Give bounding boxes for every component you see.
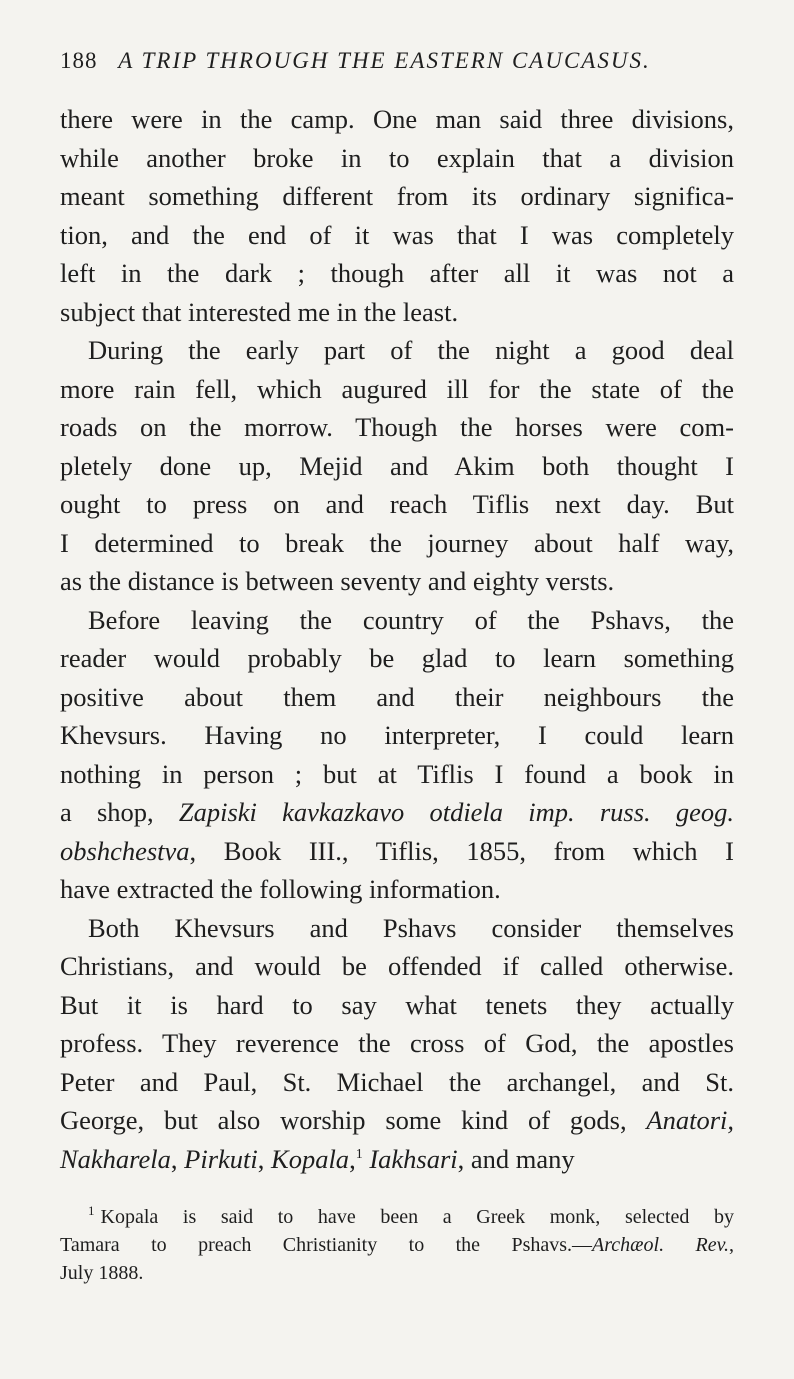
text-line: Nakharela, Pirkuti, Kopala,$^1$ Iakhsari, and many: [60, 1143, 575, 1174]
god-name-italic: Nakharela: [60, 1143, 171, 1174]
text-line: while another broke in to explain that a division: [60, 142, 734, 173]
text-run: ,: [729, 1234, 734, 1256]
text-line: meant something different from its ordinary significa-: [60, 181, 734, 211]
god-name-italic: Kopala: [271, 1143, 350, 1174]
footnote-line: [60, 1231, 734, 1259]
book-title-italic: obshchestva: [60, 835, 190, 866]
text-line: nothing in person ; but at Tiflis I found a book in: [60, 758, 734, 789]
text-line: reader would probably be glad to learn something: [60, 643, 734, 673]
text-run: a shop,: [60, 797, 179, 827]
text-line: But it is hard to say what tenets they actually: [60, 989, 734, 1020]
footnote-mark: 1: [88, 1203, 95, 1219]
text-line: positive about them and their neighbours the: [60, 681, 734, 712]
text-line: ought to press on and reach Tiflis next day. But: [60, 489, 734, 519]
footnote-line: July 1888.: [60, 1262, 144, 1284]
text-line: as the distance is between seventy and eighty versts.: [60, 566, 615, 596]
text-line: there were in the camp. One man said three divisions,: [60, 104, 734, 134]
paragraph-3: [60, 601, 734, 909]
text-run: Kopala is said to have been a Greek monk, selected by: [100, 1206, 734, 1228]
text-run: , Book III., Tiflis, 1855, from which I: [189, 835, 734, 866]
text-run: Tamara to preach Christianity to the Pshavs.—: [60, 1234, 593, 1256]
text-line: Christians, and would be offended if called otherwise.: [60, 951, 734, 981]
paragraph-4: [60, 909, 734, 1179]
text-line: Before leaving the country of the Pshavs, the: [88, 604, 734, 635]
text-line: profess. They reverence the cross of God, the apostles: [60, 1028, 734, 1058]
god-name-italic: Iakhsari: [369, 1143, 458, 1174]
text-line: pletely done up, Mejid and Akim both thought I: [60, 450, 734, 481]
paragraph-1: [60, 100, 734, 331]
footnote: [60, 1203, 734, 1287]
text-line: I determined to break the journey about half way,: [60, 527, 734, 558]
paragraph-2: [60, 331, 734, 601]
god-name-italic: Pirkuti: [184, 1143, 258, 1174]
text-line: Khevsurs. Having no interpreter, I could learn: [60, 720, 734, 750]
footnote-reference[interactable]: 1: [355, 1146, 363, 1162]
text-line: Peter and Paul, St. Michael the archangel, and St.: [60, 1066, 734, 1097]
book-title-italic: Zapiski kavkazkavo otdiela imp. russ. geog.: [178, 797, 734, 827]
text-line: [60, 832, 734, 871]
text-line: more rain fell, which augured ill for the state of the: [60, 373, 734, 404]
text-line: left in the dark ; though after all it was not a: [60, 258, 734, 288]
page-number: 188: [60, 48, 98, 73]
text-line: During the early part of the night a good deal: [88, 335, 734, 365]
god-name-italic: Anatori,: [646, 1105, 734, 1135]
text-line: Both Khevsurs and Pshavs consider themselves: [88, 912, 734, 943]
running-title: A TRIP THROUGH THE EASTERN CAUCASUS.: [118, 48, 651, 73]
text-run: , and many: [457, 1143, 575, 1174]
running-head: [60, 48, 740, 74]
text-line: tion, and the end of it was that I was completely: [60, 219, 734, 250]
footnote-line: [60, 1203, 734, 1231]
text-line: roads on the morrow. Though the horses were com-: [60, 412, 734, 442]
text-line: [60, 793, 734, 832]
text-line: have extracted the following information.: [60, 874, 501, 904]
body-text: [60, 100, 734, 1178]
source-italic: Archæol. Rev.: [592, 1234, 729, 1256]
text-run: George, but also worship some kind of gods,: [60, 1105, 647, 1135]
text-line: subject that interested me in the least.: [60, 296, 459, 327]
text-line: [60, 1101, 734, 1140]
